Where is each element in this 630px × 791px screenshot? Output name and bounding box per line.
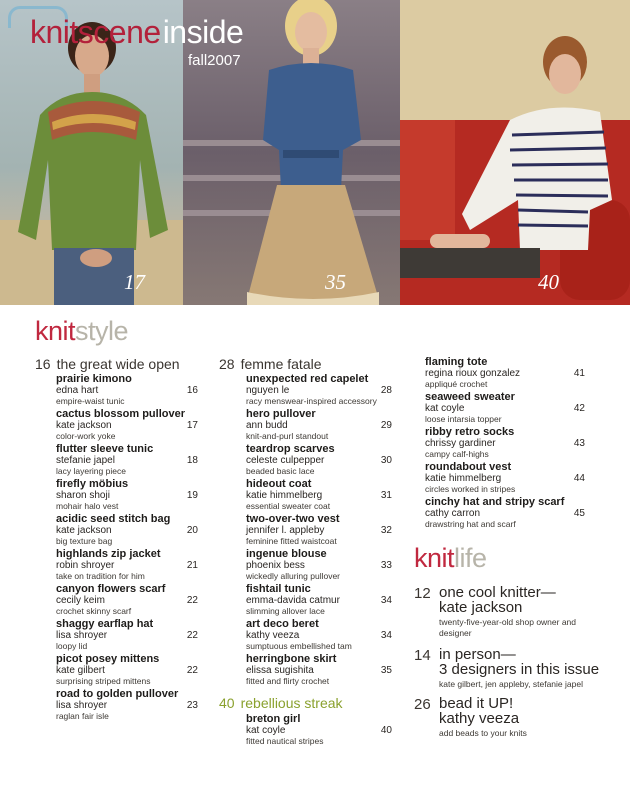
story-header-rebellious-streak (219, 695, 343, 711)
entry-title: flutter sleeve tunic (56, 443, 154, 455)
entry-page: 34 (380, 630, 392, 641)
feature-title-line2: kathy veeza (439, 710, 520, 727)
feature-title: one cool knitter— (439, 584, 556, 601)
toc-entry[interactable] (56, 408, 198, 441)
entry-title: road to golden pullover (56, 688, 179, 700)
entry-list-col1 (56, 373, 198, 721)
section-word-style: style (75, 316, 129, 346)
entry-page: 23 (186, 700, 198, 711)
entry-description: raglan fair isle (56, 711, 109, 721)
entry-page: 22 (186, 630, 198, 641)
entry-title: hideout coat (246, 478, 312, 490)
entry-designer: katie himmelberg (425, 473, 502, 484)
toc-entry[interactable] (425, 391, 585, 424)
entry-description: sumptuous embellished tam (246, 641, 352, 651)
entry-description: big texture bag (56, 536, 113, 546)
entry-page: 42 (573, 403, 585, 414)
entry-title: teardrop scarves (246, 443, 335, 455)
entry-designer: kat coyle (246, 725, 286, 736)
entry-title: seaweed sweater (425, 391, 515, 403)
feature-entry[interactable] (414, 647, 624, 690)
toc-entry[interactable] (56, 373, 198, 406)
entry-description: empire-waist tunic (56, 396, 125, 406)
entry-page: 45 (573, 508, 585, 519)
toc-entry[interactable] (246, 713, 392, 746)
entry-description: knit-and-purl standout (246, 431, 329, 441)
entry-page: 22 (186, 665, 198, 676)
entry-page: 41 (573, 368, 585, 379)
entry-description: take on tradition for him (56, 571, 145, 581)
entry-title: prairie kimono (56, 373, 132, 385)
entry-title: ribby retro socks (425, 426, 515, 438)
entry-title: shaggy earflap hat (56, 618, 154, 630)
entry-title: fishtail tunic (246, 583, 311, 595)
entry-designer: sharon shoji (56, 490, 110, 501)
entry-page: 35 (380, 665, 392, 676)
entry-page: 30 (380, 455, 392, 466)
entry-designer: celeste culpepper (246, 455, 325, 466)
entry-description: color-work yoke (56, 431, 116, 441)
entry-page: 22 (186, 595, 198, 606)
entry-description: beaded basic lace (246, 466, 315, 476)
feature-page: 12 (414, 585, 431, 602)
entry-page: 21 (186, 560, 198, 571)
entry-designer: emma-davida catmur (246, 595, 340, 606)
entry-title: hero pullover (246, 408, 316, 420)
entry-title: picot posey mittens (56, 653, 160, 665)
photo-page-number: 17 (124, 270, 145, 294)
entry-description: lacy layering piece (56, 466, 126, 476)
entry-description: loose intarsia topper (425, 414, 502, 424)
entry-designer: robin shroyer (56, 560, 115, 571)
toc-entry[interactable] (425, 461, 585, 494)
entry-title: breton girl (246, 713, 301, 725)
entry-page: 44 (573, 473, 585, 484)
toc-entry[interactable] (246, 513, 392, 546)
entry-list-col3 (425, 356, 585, 531)
toc-entry[interactable] (246, 618, 392, 651)
entry-title: roundabout vest (425, 461, 512, 473)
entry-title: cinchy hat and stripy scarf (425, 496, 565, 508)
toc-entry[interactable] (56, 513, 198, 546)
entry-description: essential sweater coat (246, 501, 331, 511)
entry-page: 33 (380, 560, 392, 571)
feature-entry[interactable] (414, 585, 624, 639)
masthead-brand: knitscene (30, 14, 161, 50)
masthead (30, 16, 243, 48)
entry-description: fitted and flirty crochet (246, 676, 330, 686)
story-page-number: 16 (35, 356, 51, 372)
story-title: rebellious streak (240, 695, 343, 711)
photo-page-number: 40 (538, 270, 559, 294)
feature-title: bead it UP! (439, 695, 514, 712)
entry-page: 28 (380, 385, 392, 396)
section-word-knit: knit (35, 316, 76, 346)
entry-description: feminine fitted waistcoat (246, 536, 337, 546)
feature-subtitle: kate gilbert, jen appleby, stefanie japel (439, 679, 583, 689)
entry-description: appliqué crochet (425, 379, 488, 389)
entry-designer: katie himmelberg (246, 490, 323, 501)
entry-list-col2b (246, 713, 392, 749)
feature-title-line2: 3 designers in this issue (439, 661, 600, 678)
entry-description: racy menswear-inspired accessory (246, 396, 377, 406)
entry-page: 19 (186, 490, 198, 501)
toc-entry[interactable] (246, 548, 392, 581)
toc-entry[interactable] (246, 443, 392, 476)
feature-page: 26 (414, 696, 431, 713)
feature-page: 14 (414, 647, 431, 664)
entry-page: 34 (380, 595, 392, 606)
entry-description: fitted nautical stripes (246, 736, 324, 746)
entry-description: slimming allover lace (246, 606, 325, 616)
toc-entry[interactable] (246, 373, 392, 406)
entry-designer: edna hart (56, 385, 99, 396)
toc-entry[interactable] (56, 443, 198, 476)
entry-title: cactus blossom pullover (56, 408, 185, 420)
entry-description: surprising striped mittens (56, 676, 151, 686)
feature-subtitle: add beads to your knits (439, 728, 527, 738)
entry-description: wickedly alluring pullover (246, 571, 341, 581)
entry-designer: kate jackson (56, 420, 112, 431)
entry-designer: regina rioux gonzalez (425, 368, 521, 379)
entry-title: flaming tote (425, 356, 488, 368)
masthead-inside: inside (162, 14, 244, 50)
toc-entry[interactable] (425, 426, 585, 459)
story-header-great-wide-open (35, 356, 180, 372)
entry-description: circles worked in stripes (425, 484, 516, 494)
entry-title: firefly möbius (56, 478, 129, 490)
entry-page: 31 (380, 490, 392, 501)
entry-list-col2 (246, 373, 392, 693)
entry-description: campy calf-highs (425, 449, 489, 459)
photo-page-number: 35 (325, 270, 346, 294)
section-title-knitlife (414, 545, 487, 572)
entry-description: mohair halo vest (56, 501, 119, 511)
entry-page: 17 (186, 420, 198, 431)
toc-entry[interactable] (246, 653, 392, 686)
section-word-knit: knit (414, 543, 455, 573)
entry-title: unexpected red capelet (246, 373, 369, 385)
toc-entry[interactable] (56, 583, 198, 616)
entry-designer: cecily keim (56, 595, 105, 606)
entry-designer: ann budd (246, 420, 288, 431)
entry-page: 32 (380, 525, 392, 536)
feature-subtitle: twenty-five-year-old shop owner and (439, 617, 577, 627)
entry-designer: kate gilbert (56, 665, 105, 676)
photo-breton-girl (400, 0, 630, 305)
feature-subtitle-line2: designer (439, 628, 472, 638)
toc-entry[interactable] (425, 496, 585, 529)
entry-title: highlands zip jacket (56, 548, 161, 560)
entry-description: drawstring hat and scarf (425, 519, 516, 529)
entry-designer: cathy carron (425, 508, 481, 519)
entry-designer: lisa shroyer (56, 630, 108, 641)
story-page-number: 28 (219, 356, 235, 372)
entry-page: 29 (380, 420, 392, 431)
entry-designer: kathy veeza (246, 630, 300, 641)
story-header-femme-fatale (219, 356, 322, 372)
toc-entry[interactable] (425, 356, 585, 389)
story-page-number: 40 (219, 695, 235, 711)
entry-title: acidic seed stitch bag (56, 513, 171, 525)
story-title: the great wide open (56, 356, 180, 372)
entry-designer: nguyen le (246, 385, 290, 396)
entry-title: ingenue blouse (246, 548, 327, 560)
entry-designer: jennifer l. appleby (246, 525, 325, 536)
entry-designer: lisa shroyer (56, 700, 108, 711)
entry-title: two-over-two vest (246, 513, 340, 525)
entry-designer: stefanie japel (56, 455, 115, 466)
photo-strip (0, 0, 630, 305)
feature-title: in person— (439, 646, 516, 663)
toc-entry[interactable] (56, 478, 198, 511)
toc-entry[interactable] (246, 408, 392, 441)
toc-entry[interactable] (56, 688, 198, 721)
entry-page: 20 (186, 525, 198, 536)
entry-page: 18 (186, 455, 198, 466)
entry-designer: phoenix bess (246, 560, 305, 571)
entry-designer: kat coyle (425, 403, 465, 414)
toc-entry[interactable] (246, 583, 392, 616)
feature-entry[interactable] (414, 696, 624, 739)
entry-page: 40 (380, 725, 392, 736)
toc-entry[interactable] (56, 548, 198, 581)
story-title: femme fatale (240, 356, 322, 372)
toc-entry[interactable] (56, 653, 198, 686)
entry-page: 43 (573, 438, 585, 449)
entry-description: loopy lid (56, 641, 88, 651)
entry-title: canyon flowers scarf (56, 583, 166, 595)
section-title-knitstyle (35, 318, 128, 345)
entry-designer: kate jackson (56, 525, 112, 536)
entry-page: 16 (186, 385, 198, 396)
toc-entry[interactable] (246, 478, 392, 511)
entry-description: crochet skinny scarf (56, 606, 132, 616)
issue-season: fall2007 (188, 52, 241, 69)
feature-title-line2: kate jackson (439, 599, 523, 616)
entry-title: art deco beret (246, 618, 319, 630)
toc-entry[interactable] (56, 618, 198, 651)
entry-title: herringbone skirt (246, 653, 337, 665)
section-word-life: life (454, 543, 487, 573)
entry-designer: chrissy gardiner (425, 438, 496, 449)
entry-designer: elissa sugishita (246, 665, 314, 676)
